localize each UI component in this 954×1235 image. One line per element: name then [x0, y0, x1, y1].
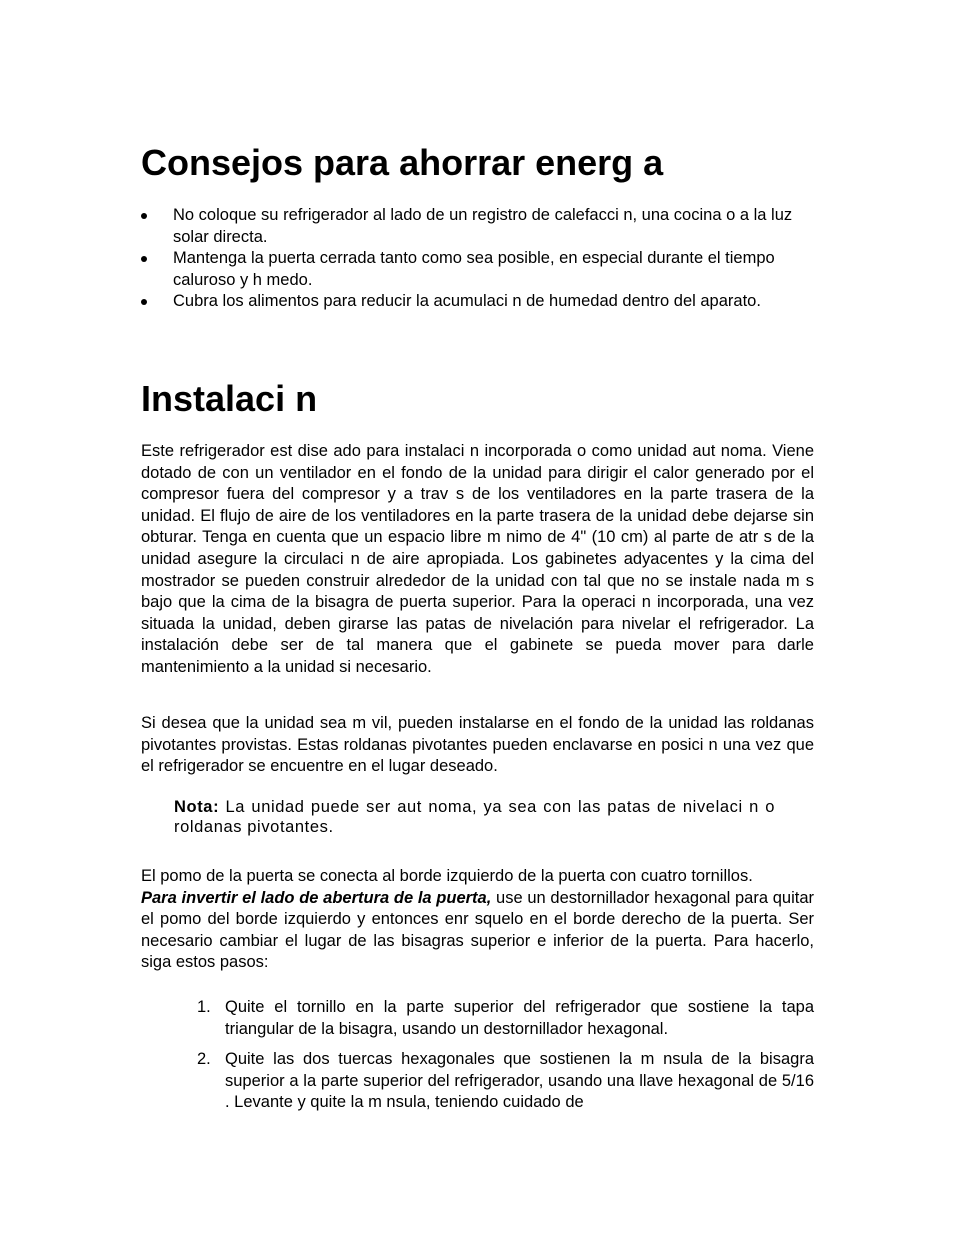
list-item: Mantenga la puerta cerrada tanto como sea posible, en especial durante el tiempo caluroso y h medo.: [141, 248, 801, 291]
installation-paragraph: Este refrigerador est dise ado para instalaci n incorporada o como unidad aut noma. Viene dotado de con un ventilador en el fondo de la unidad para dirigir el calor generado por el compresor fuera del compresor y a trav s de los ventiladores en la parte trasera de la unidad. El flujo de aire de los ventiladores en la parte trasera de la unidad debe dejarse sin obturar. Tenga en cuenta que un espacio libre m nimo de 4" (10 cm) al parte de atr s de la unidad asegure la circulaci n de aire apropiada. Los gabinetes adyacentes y la cima del mostrador se pueden construir alrededor de la unidad con tal que no se instale nada m s bajo que la cima de la bisagra de puerta superior. Para la operaci n incorporada, una vez situada la unidad, deben girarse las patas de nivelación para nivelar el refrigerador. La instalación debe ser de tal manera que el gabinete se pueda mover para darle mantenimiento a la unidad si necesario.: [141, 442, 814, 676]
reverse-door-paragraph: [141, 888, 814, 974]
casters-paragraph: Si desea que la unidad sea m vil, pueden instalarse en el fondo de la unidad las roldanas pivotantes provistas. Estas roldanas pivotantes pueden enclavarse en posici n una vez que el refrigerador se encuentre en el lugar deseado.: [141, 714, 814, 776]
reverse-door-text: use un destornillador hexagonal para quitar el pomo del borde izquierdo y entonces enr squelo en el borde derecho de la puerta. Ser necesario cambiar el lugar de las bisagras superior e inferior de la puerta. Para hacerlo, siga estos pasos:: [141, 888, 814, 972]
reverse-door-label: Para invertir el lado de abertura de la puerta,: [141, 888, 492, 907]
list-item: No coloque su refrigerador al lado de un registro de calefacci n, una cocina o a la luz solar directa.: [141, 205, 801, 248]
energy-tips-list: [141, 205, 801, 313]
steps-list: [197, 997, 814, 1123]
note-text: La unidad puede ser aut noma, ya sea con las patas de nivelaci n o roldanas pivotantes.: [174, 798, 775, 836]
installation-heading: Instalaci n: [141, 378, 318, 419]
list-item: [197, 1049, 814, 1114]
door-handle-section: [141, 866, 814, 974]
list-item: [197, 997, 814, 1040]
step-text: Quite las dos tuercas hexagonales que sostienen la m nsula de la bisagra superior a la parte superior del refrigerador, usando una llave hexagonal de 5/16 . Levante y quite la m nsula, teniendo cuidado de: [225, 1050, 814, 1112]
bullet-icon: [141, 256, 147, 262]
bullet-icon: [141, 213, 147, 219]
list-item: Cubra los alimentos para reducir la acumulaci n de humedad dentro del aparato.: [141, 291, 801, 313]
step-number: 1.: [197, 998, 211, 1016]
step-text: Quite el tornillo en la parte superior del refrigerador que sostiene la tapa triangular de la bisagra, usando un destornillador hexagonal.: [225, 998, 814, 1038]
door-handle-paragraph: El pomo de la puerta se conecta al borde izquierdo de la puerta con cuatro tornillos.: [141, 867, 753, 885]
step-number: 2.: [197, 1050, 211, 1069]
energy-tips-heading: Consejos para ahorrar energ a: [141, 142, 664, 183]
bullet-icon: [141, 299, 147, 305]
note-label: Nota:: [174, 798, 220, 816]
note-block: [174, 797, 775, 837]
